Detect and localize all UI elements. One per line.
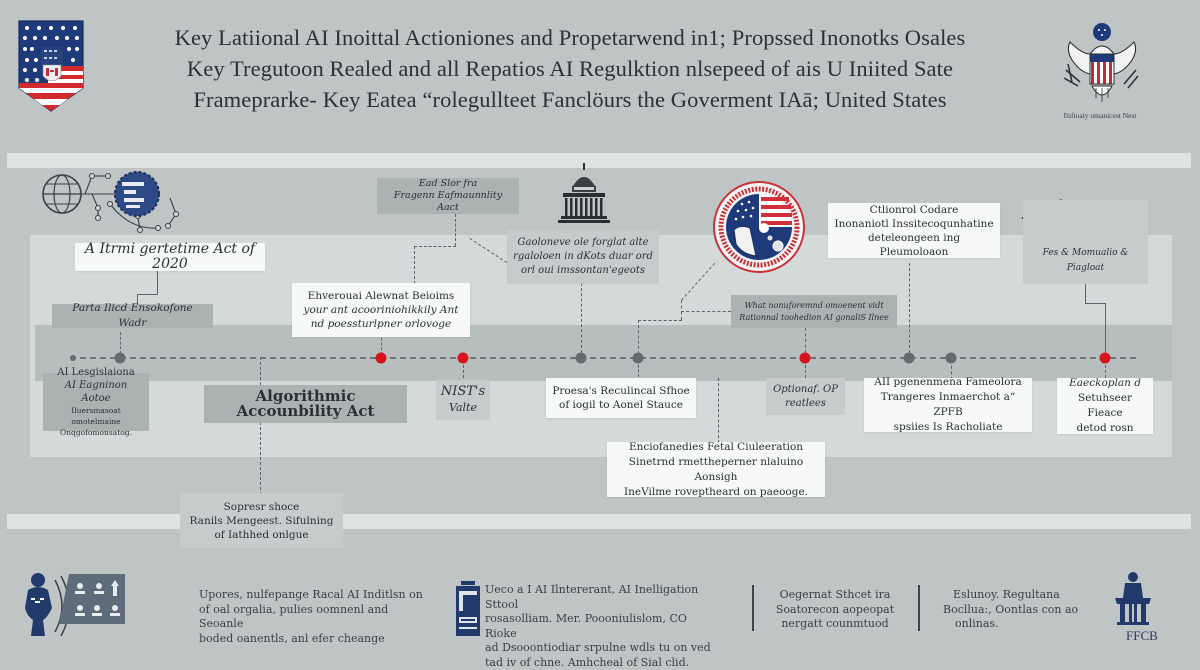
event-label-line: detod rosn: [1076, 421, 1133, 436]
timeline-node[interactable]: [70, 355, 76, 361]
event-optional-op[interactable]: [766, 378, 845, 415]
event-label-line: Valte: [449, 400, 477, 416]
event-label-line: spsiies Is Racholiate: [894, 420, 1003, 435]
event-gaolonere[interactable]: [507, 230, 659, 284]
event-ai-legislation[interactable]: [43, 373, 149, 431]
footer-text-line: Eslunoy. Regultana: [943, 588, 1083, 603]
ffcb-logo-label: FFCB: [1126, 628, 1158, 644]
event-label-line: Ctlionrol Codare: [870, 203, 959, 217]
footer-column-2: [485, 583, 720, 670]
event-label-line: IneVilme roveptheard on paeooge.: [624, 485, 808, 500]
event-label-line: Optionaf. OP: [773, 383, 838, 397]
footer-text-line: nergatt counmtuod: [770, 617, 900, 632]
event-label-line: your ant acooriniohikkily Ant: [304, 303, 459, 317]
document-binder-icon: [455, 581, 481, 637]
event-enforcement[interactable]: [607, 442, 825, 497]
event-label: A Itrmi gertetime Act of 2020: [81, 242, 259, 272]
speaker-presentation-icon: [25, 572, 130, 642]
footer-text-line: Oegernat Sthcet ira: [770, 588, 900, 603]
timeline-axis: [70, 357, 1136, 359]
event-label-line: orl oui imssontan'egeots: [521, 264, 645, 278]
footer-text-line: Soatorecon aopeopat: [770, 603, 900, 618]
event-label-line: Ead Slor fra: [419, 178, 477, 190]
event-label-line: Eaeckoplan d: [1069, 376, 1141, 391]
great-seal-eagle-icon: [1052, 20, 1152, 110]
event-executive-order[interactable]: [1057, 378, 1153, 434]
event-label-line: Proesa's Reculincal Sfhoe: [552, 384, 689, 398]
event-paris-framework[interactable]: [52, 304, 213, 328]
event-label-line: Gaoloneve ole forglat alte: [518, 236, 649, 250]
footer-column-1: [199, 588, 429, 646]
event-label-line: Ranils Mengeest. Sifulning: [190, 514, 334, 528]
event-nist[interactable]: [436, 380, 490, 420]
event-what-nonforment[interactable]: [731, 295, 897, 328]
footer-divider: [752, 585, 754, 631]
ffcb-statue-logo-icon: [1113, 572, 1153, 626]
seal-caption: Ilsftoaiy omanicest Nest: [1040, 111, 1160, 120]
footer-column-4: [943, 588, 1083, 632]
event-label-line: nd poessturlpner orlovoge: [311, 317, 451, 331]
event-proposals[interactable]: [546, 378, 696, 418]
footer-text-line: tad iv of chne. Amhcheal of Sial clid.: [485, 656, 720, 670]
page-title: [130, 22, 1010, 115]
timeline-node[interactable]: [904, 353, 915, 364]
timeline-node[interactable]: [946, 353, 957, 364]
event-label-line: AI Eagninon Aotoe: [49, 379, 143, 405]
ai-regulation-seal-icon: [712, 180, 806, 274]
footer-text-line: of oal orgalia, pulies oomnenl and Seoanle: [199, 603, 429, 632]
footer-text-line: Bocllua:, Oontlas con ao: [943, 603, 1083, 618]
footer-column-3: [770, 588, 900, 632]
timeline-node-key[interactable]: [458, 353, 469, 364]
event-label-line: rgaloloen in dKots duar ord: [513, 250, 653, 264]
timeline-node[interactable]: [115, 353, 126, 364]
event-fes-monualio[interactable]: [1023, 200, 1148, 284]
event-label-line: of Iathhed onlgue: [214, 528, 308, 542]
event-end-slot[interactable]: [377, 178, 519, 214]
event-label: Algorithmic Accounbility Act: [210, 389, 401, 419]
event-detail-line: Onqgofomonsatog.: [60, 427, 132, 438]
event-label-line: Sopresr shoce: [224, 500, 300, 514]
event-label-line: Setuhseer Fieace: [1063, 391, 1147, 421]
event-label-line: deteleongeen ing Pleumoloaon: [834, 231, 994, 259]
timeline-track-band: [35, 325, 1172, 381]
event-label-line: Trangeres Inmaerchot a“ ZPFB: [870, 390, 1026, 420]
timeline-node-key[interactable]: [1100, 353, 1111, 364]
event-label-line: Ehverouai Alewnat Beioims: [308, 289, 455, 303]
event-ehverouai[interactable]: [292, 283, 470, 337]
event-all-governance[interactable]: [864, 378, 1032, 432]
event-label: Parta Ilicd Ensokofone Wadr: [58, 301, 207, 331]
footer-divider: [918, 585, 920, 631]
title-line-1: Key Latiional AI Inoittal Actioniones and Propetarwend in1; Propssed Inonotks Osales: [130, 22, 1010, 53]
event-algorithmic-accountability-act[interactable]: [204, 385, 407, 423]
us-flag-shield-icon: [18, 20, 84, 112]
event-label-line: Rationnal toohedion AI gonaliS Ilnee: [739, 312, 889, 324]
timeline-node-key[interactable]: [376, 353, 387, 364]
event-label-line: Enciofanedies Fetal Ciuleeration: [629, 440, 803, 455]
event-detail-line: Iluersmasoat omotelmaine: [49, 405, 143, 427]
footer-text-line: Upores, nulfepange Racal AI Inditlsn on: [199, 588, 429, 603]
event-label-line: AII pgenenmena Fameolora: [874, 375, 1021, 390]
event-label-line: NIST's: [441, 384, 485, 400]
event-label-line: What nonuforemnd omoenent vidt: [744, 300, 883, 312]
event-coltural-codare[interactable]: [828, 203, 1000, 258]
footer-text-line: ad Dsooontiodiar srpulne wdls tu on ved: [485, 641, 720, 656]
footer-text-line: onlinas.: [943, 617, 1083, 632]
timeline-node-key[interactable]: [800, 353, 811, 364]
timeline-node[interactable]: [633, 353, 644, 364]
event-label-line: AI Lesgislaiona: [57, 366, 135, 379]
title-line-3: Frameprarke- Key Eatea “rolegullteet Fanclöurs the Goverment IAā; United States: [130, 84, 1010, 115]
event-label-line: Sinetrnd rmettheperner nlaluino Aonsigh: [613, 455, 819, 485]
event-label-line: Inonaniotl Inssitecoqunhatine: [834, 217, 993, 231]
capitol-building-icon: [553, 162, 615, 224]
timeline-node[interactable]: [576, 353, 587, 364]
network-globe-icon: [40, 170, 185, 245]
event-act-2020[interactable]: [75, 243, 265, 271]
event-label-line: of iogil to Aonel Stauce: [559, 398, 683, 412]
footer-text-line: boded oanentls, anl efer cheange: [199, 632, 429, 647]
event-label-line: reatlees: [785, 397, 826, 411]
event-label: Fes & Momualio & Piagloat: [1029, 246, 1142, 276]
event-sopress[interactable]: [180, 493, 343, 548]
footer-text-line: rosasolliam. Mer. Poooniulislom, CO Rioke: [485, 612, 720, 641]
event-label-line: Fragenn Eafmaunnlity Aact: [383, 190, 513, 214]
footer-text-line: Ueco a I AI Ilntererant, AI Inelligation Sttool: [485, 583, 720, 612]
title-line-2: Key Tregutoon Realed and all Repatios AI Regulktion nlsepeed of ais U Iniited Sate: [130, 53, 1010, 84]
